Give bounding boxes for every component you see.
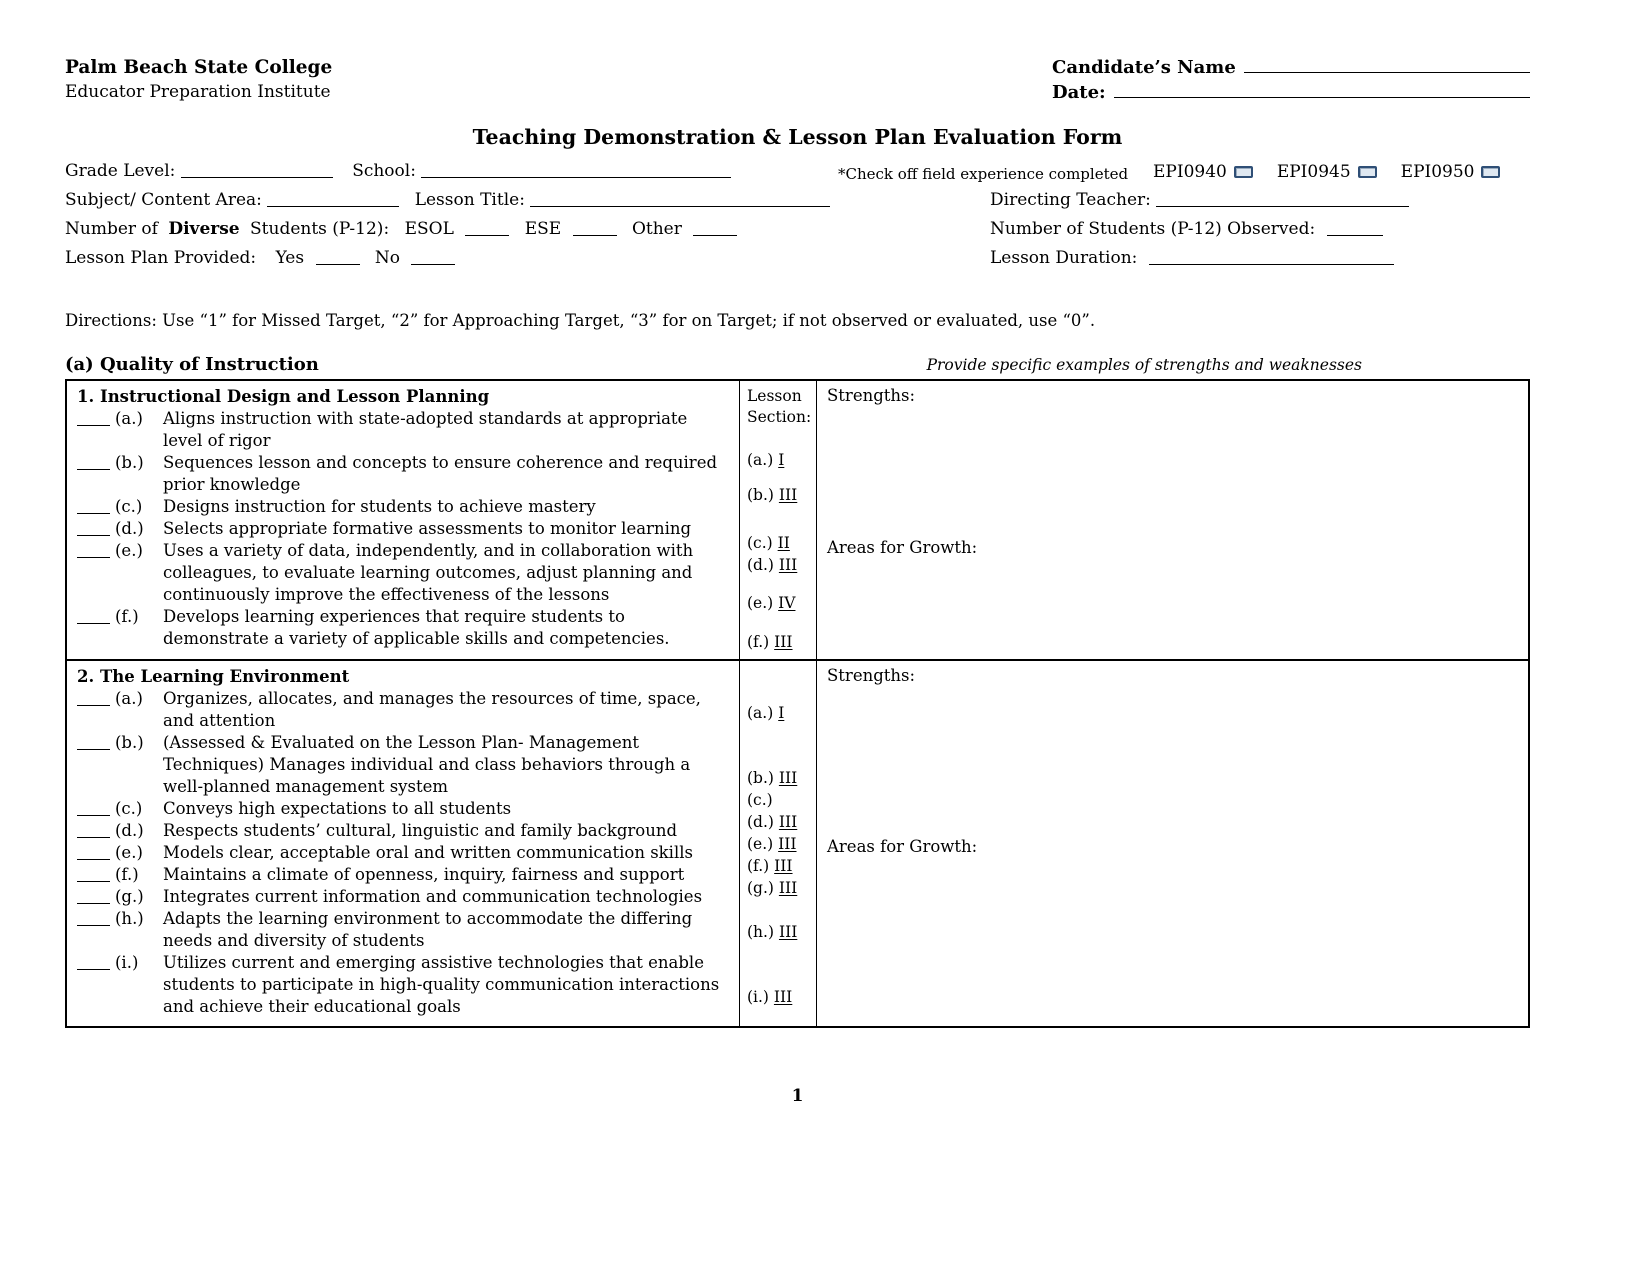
criterion-item xyxy=(77,606,731,650)
mark-value: IV xyxy=(778,594,796,612)
mark-value: III xyxy=(778,486,798,504)
lesson-section-mark xyxy=(747,790,813,811)
subject-area-label: Subject/ Content Area: xyxy=(65,190,262,210)
mark-value: I xyxy=(778,704,785,722)
lesson-title-blank xyxy=(530,194,830,207)
criterion-item xyxy=(77,496,731,518)
lesson-duration-blank xyxy=(1149,252,1394,265)
criterion-item xyxy=(77,886,731,908)
score-blank xyxy=(77,803,110,816)
lesson-section-mark xyxy=(747,593,813,614)
lesson-section-mark xyxy=(747,834,813,855)
lesson-plan-provided-label: Lesson Plan Provided: xyxy=(65,248,257,268)
yes-label: Yes xyxy=(275,248,305,268)
criterion-item xyxy=(77,688,731,732)
grade-level-blank xyxy=(181,165,333,178)
score-blank xyxy=(77,457,110,470)
other-blank xyxy=(693,223,737,236)
mark-label: (c.) xyxy=(747,791,773,809)
epi0940-option xyxy=(1153,162,1253,182)
lesson-section-label: Lesson Section: xyxy=(747,387,812,426)
score-blank xyxy=(77,523,110,536)
lesson-section-mark xyxy=(747,533,813,554)
section-1-lesson-section-cell xyxy=(739,381,816,659)
item-text: Selects appropriate formative assessments to monitor learning xyxy=(163,519,692,538)
epi-checkbox-group xyxy=(1153,162,1500,182)
score-blank xyxy=(77,611,110,624)
lesson-title-label: Lesson Title: xyxy=(414,190,525,210)
mark-value: I xyxy=(778,451,785,469)
mark-value: III xyxy=(778,813,798,831)
no-blank xyxy=(411,252,455,265)
date-blank xyxy=(1114,85,1530,98)
item-label: (g.) xyxy=(115,887,144,906)
item-label: (b.) xyxy=(115,453,144,472)
item-label: (h.) xyxy=(115,909,144,928)
score-blank xyxy=(77,847,110,860)
criterion-item xyxy=(77,518,731,540)
grade-level-label: Grade Level: xyxy=(65,161,176,181)
ese-blank xyxy=(573,223,617,236)
section-1-title: 1. Instructional Design and Lesson Planning xyxy=(77,387,490,406)
mark-label: (e.) xyxy=(747,594,774,612)
score-blank xyxy=(77,825,110,838)
lesson-section-mark xyxy=(747,555,813,576)
item-label: (e.) xyxy=(115,843,143,862)
epi0945-option xyxy=(1277,162,1377,182)
no-label: No xyxy=(374,248,401,268)
item-text: Organizes, allocates, and manages the resources of time, space, and attention xyxy=(163,689,701,730)
criterion-item xyxy=(77,452,731,496)
criterion-item xyxy=(77,732,731,798)
item-text: Develops learning experiences that require students to demonstrate a variety of applicable skills and competencies. xyxy=(163,607,670,648)
item-label: (d.) xyxy=(115,821,144,840)
candidate-name-blank xyxy=(1244,60,1530,73)
esol-label: ESOL xyxy=(404,219,454,239)
score-blank xyxy=(77,413,110,426)
epi0950-label: EPI0950 xyxy=(1400,162,1475,182)
yes-blank xyxy=(316,252,360,265)
criterion-item xyxy=(77,952,731,1018)
item-label: (c.) xyxy=(115,497,143,516)
directing-teacher-label: Directing Teacher: xyxy=(990,190,1151,210)
mark-value: III xyxy=(778,879,798,897)
form-row-lesson-plan xyxy=(65,248,1530,277)
students-observed-group xyxy=(990,219,1383,239)
item-text: (Assessed & Evaluated on the Lesson Plan- Management Techniques) Manages individual and class behaviors through a well-planned management system xyxy=(163,733,691,796)
item-label: (e.) xyxy=(115,541,143,560)
date-label: Date: xyxy=(1052,82,1106,103)
item-text: Uses a variety of data, independently, and in collaboration with colleagues, to evaluate learning outcomes, adjust planning and continuously improve the effectiveness of the lessons xyxy=(163,541,694,604)
mark-value: II xyxy=(777,534,790,552)
areas-growth-label: Areas for Growth: xyxy=(827,538,978,557)
mark-label: (c.) xyxy=(747,534,773,552)
college-name: Palm Beach State College xyxy=(65,57,333,78)
epi0950-checkbox[interactable] xyxy=(1481,166,1500,178)
item-text: Utilizes current and emerging assistive technologies that enable students to participate in high-quality communication interactions and achieve their educational goals xyxy=(163,953,720,1016)
mark-value: III xyxy=(778,556,798,574)
item-label: (c.) xyxy=(115,799,143,818)
institute-name: Educator Preparation Institute xyxy=(65,82,331,102)
score-blank xyxy=(77,693,110,706)
item-label: (d.) xyxy=(115,519,144,538)
score-blank xyxy=(77,957,110,970)
item-text: Adapts the learning environment to accommodate the differing needs and diversity of students xyxy=(163,909,693,950)
item-text: Maintains a climate of openness, inquiry, fairness and support xyxy=(163,865,685,884)
item-label: (f.) xyxy=(115,865,139,884)
evaluation-table xyxy=(65,379,1530,1028)
mark-value: III xyxy=(778,769,798,787)
item-label: (f.) xyxy=(115,607,139,626)
field-experience-note: *Check off field experience completed xyxy=(838,165,1129,183)
form-title: Teaching Demonstration & Lesson Plan Evaluation Form xyxy=(472,125,1123,149)
school-label: School: xyxy=(352,161,416,181)
mark-label: (a.) xyxy=(747,704,774,722)
item-label: (i.) xyxy=(115,953,139,972)
mark-label: (h.) xyxy=(747,923,775,941)
esol-blank xyxy=(465,223,509,236)
mark-value: III xyxy=(774,857,793,875)
score-blank xyxy=(77,869,110,882)
section-2-title: 2. The Learning Environment xyxy=(77,667,350,686)
item-label: (a.) xyxy=(115,409,143,428)
criterion-item xyxy=(77,842,731,864)
school-blank xyxy=(421,165,731,178)
form-row-grade-school xyxy=(65,161,1530,190)
mark-label: (d.) xyxy=(747,813,774,831)
mark-label: (d.) xyxy=(747,556,774,574)
form-row-subject-title xyxy=(65,190,1530,219)
areas-growth-label: Areas for Growth: xyxy=(827,837,978,856)
item-text: Conveys high expectations to all students xyxy=(163,799,512,818)
lesson-section-mark xyxy=(747,987,813,1008)
section-2-criteria-cell xyxy=(67,661,739,1026)
score-blank xyxy=(77,545,110,558)
lesson-section-mark xyxy=(747,703,813,724)
lesson-section-mark xyxy=(747,768,813,789)
mark-value: III xyxy=(773,988,793,1006)
epi0945-label: EPI0945 xyxy=(1276,162,1351,182)
mark-label: (b.) xyxy=(747,486,774,504)
mark-label: (f.) xyxy=(747,633,770,651)
criterion-item xyxy=(77,798,731,820)
subject-area-blank xyxy=(267,194,399,207)
section-2-notes-cell xyxy=(816,661,1528,1026)
other-label: Other xyxy=(631,219,682,239)
section-1-notes-cell xyxy=(816,381,1528,659)
section-a-heading: (a) Quality of Instruction xyxy=(65,354,319,375)
criterion-item xyxy=(77,908,731,952)
page-header xyxy=(65,55,1530,105)
section-2-lesson-section-cell xyxy=(739,661,816,1026)
form-row-diverse-students xyxy=(65,219,1530,248)
score-blank xyxy=(77,501,110,514)
mark-label: (f.) xyxy=(747,857,770,875)
mark-label: (e.) xyxy=(747,835,774,853)
criterion-item xyxy=(77,820,731,842)
criterion-item xyxy=(77,540,731,606)
lesson-section-mark xyxy=(747,856,813,877)
lesson-section-mark xyxy=(747,485,813,506)
mark-label: (b.) xyxy=(747,769,774,787)
mark-label: (i.) xyxy=(747,988,769,1006)
mark-value: III xyxy=(778,923,798,941)
section-2-row xyxy=(67,659,1528,1026)
item-text: Sequences lesson and concepts to ensure coherence and required prior knowledge xyxy=(163,453,718,494)
page-number: 1 xyxy=(791,1086,804,1106)
mark-label: (a.) xyxy=(747,451,774,469)
diverse-label: Diverse xyxy=(168,219,240,239)
lesson-section-mark xyxy=(747,632,813,653)
lesson-duration-group xyxy=(990,248,1394,268)
lesson-section-mark xyxy=(747,922,813,943)
epi0950-option xyxy=(1401,162,1501,182)
header-left xyxy=(65,55,332,105)
students-observed-label: Number of Students (P-12) Observed: xyxy=(990,219,1316,239)
mark-value: III xyxy=(774,633,793,651)
criterion-item xyxy=(77,864,731,886)
mark-value: III xyxy=(778,835,797,853)
lesson-duration-label: Lesson Duration: xyxy=(990,248,1138,268)
item-text: Aligns instruction with state-adopted standards at appropriate level of rigor xyxy=(163,409,688,450)
epi0945-checkbox[interactable] xyxy=(1358,166,1377,178)
item-label: (b.) xyxy=(115,733,144,752)
candidate-name-label: Candidate’s Name xyxy=(1052,57,1236,78)
header-right xyxy=(1052,55,1530,105)
epi0940-label: EPI0940 xyxy=(1153,162,1227,182)
section-1-criteria-cell xyxy=(67,381,739,659)
epi0940-checkbox[interactable] xyxy=(1234,166,1253,178)
section-a-note: Provide specific examples of strengths and weaknesses xyxy=(926,356,1362,374)
lesson-section-mark xyxy=(747,878,813,899)
number-of-label: Number of xyxy=(65,219,158,239)
section-1-row xyxy=(67,381,1528,659)
item-text: Integrates current information and communication technologies xyxy=(163,887,703,906)
directing-teacher-blank xyxy=(1156,194,1409,207)
item-label: (a.) xyxy=(115,689,143,708)
directing-teacher-group xyxy=(990,190,1409,210)
score-blank xyxy=(77,891,110,904)
score-blank xyxy=(77,737,110,750)
item-text: Models clear, acceptable oral and written communication skills xyxy=(163,843,693,862)
directions-text: Directions: Use “1” for Missed Target, “2” for Approaching Target, “3” for on Target; if not observed or evaluated, use “0”. xyxy=(65,311,1096,330)
students-observed-blank xyxy=(1327,223,1383,236)
score-blank xyxy=(77,913,110,926)
students-p12-label: Students (P-12): xyxy=(250,219,390,239)
mark-label: (g.) xyxy=(747,879,774,897)
section-a-header xyxy=(65,354,1530,375)
strengths-label: Strengths: xyxy=(827,666,916,685)
item-text: Respects students’ cultural, linguistic and family background xyxy=(163,821,678,840)
strengths-label: Strengths: xyxy=(827,386,916,405)
ese-label: ESE xyxy=(524,219,562,239)
lesson-section-mark xyxy=(747,812,813,833)
item-text: Designs instruction for students to achieve mastery xyxy=(163,497,596,516)
criterion-item xyxy=(77,408,731,452)
lesson-section-mark xyxy=(747,450,813,471)
